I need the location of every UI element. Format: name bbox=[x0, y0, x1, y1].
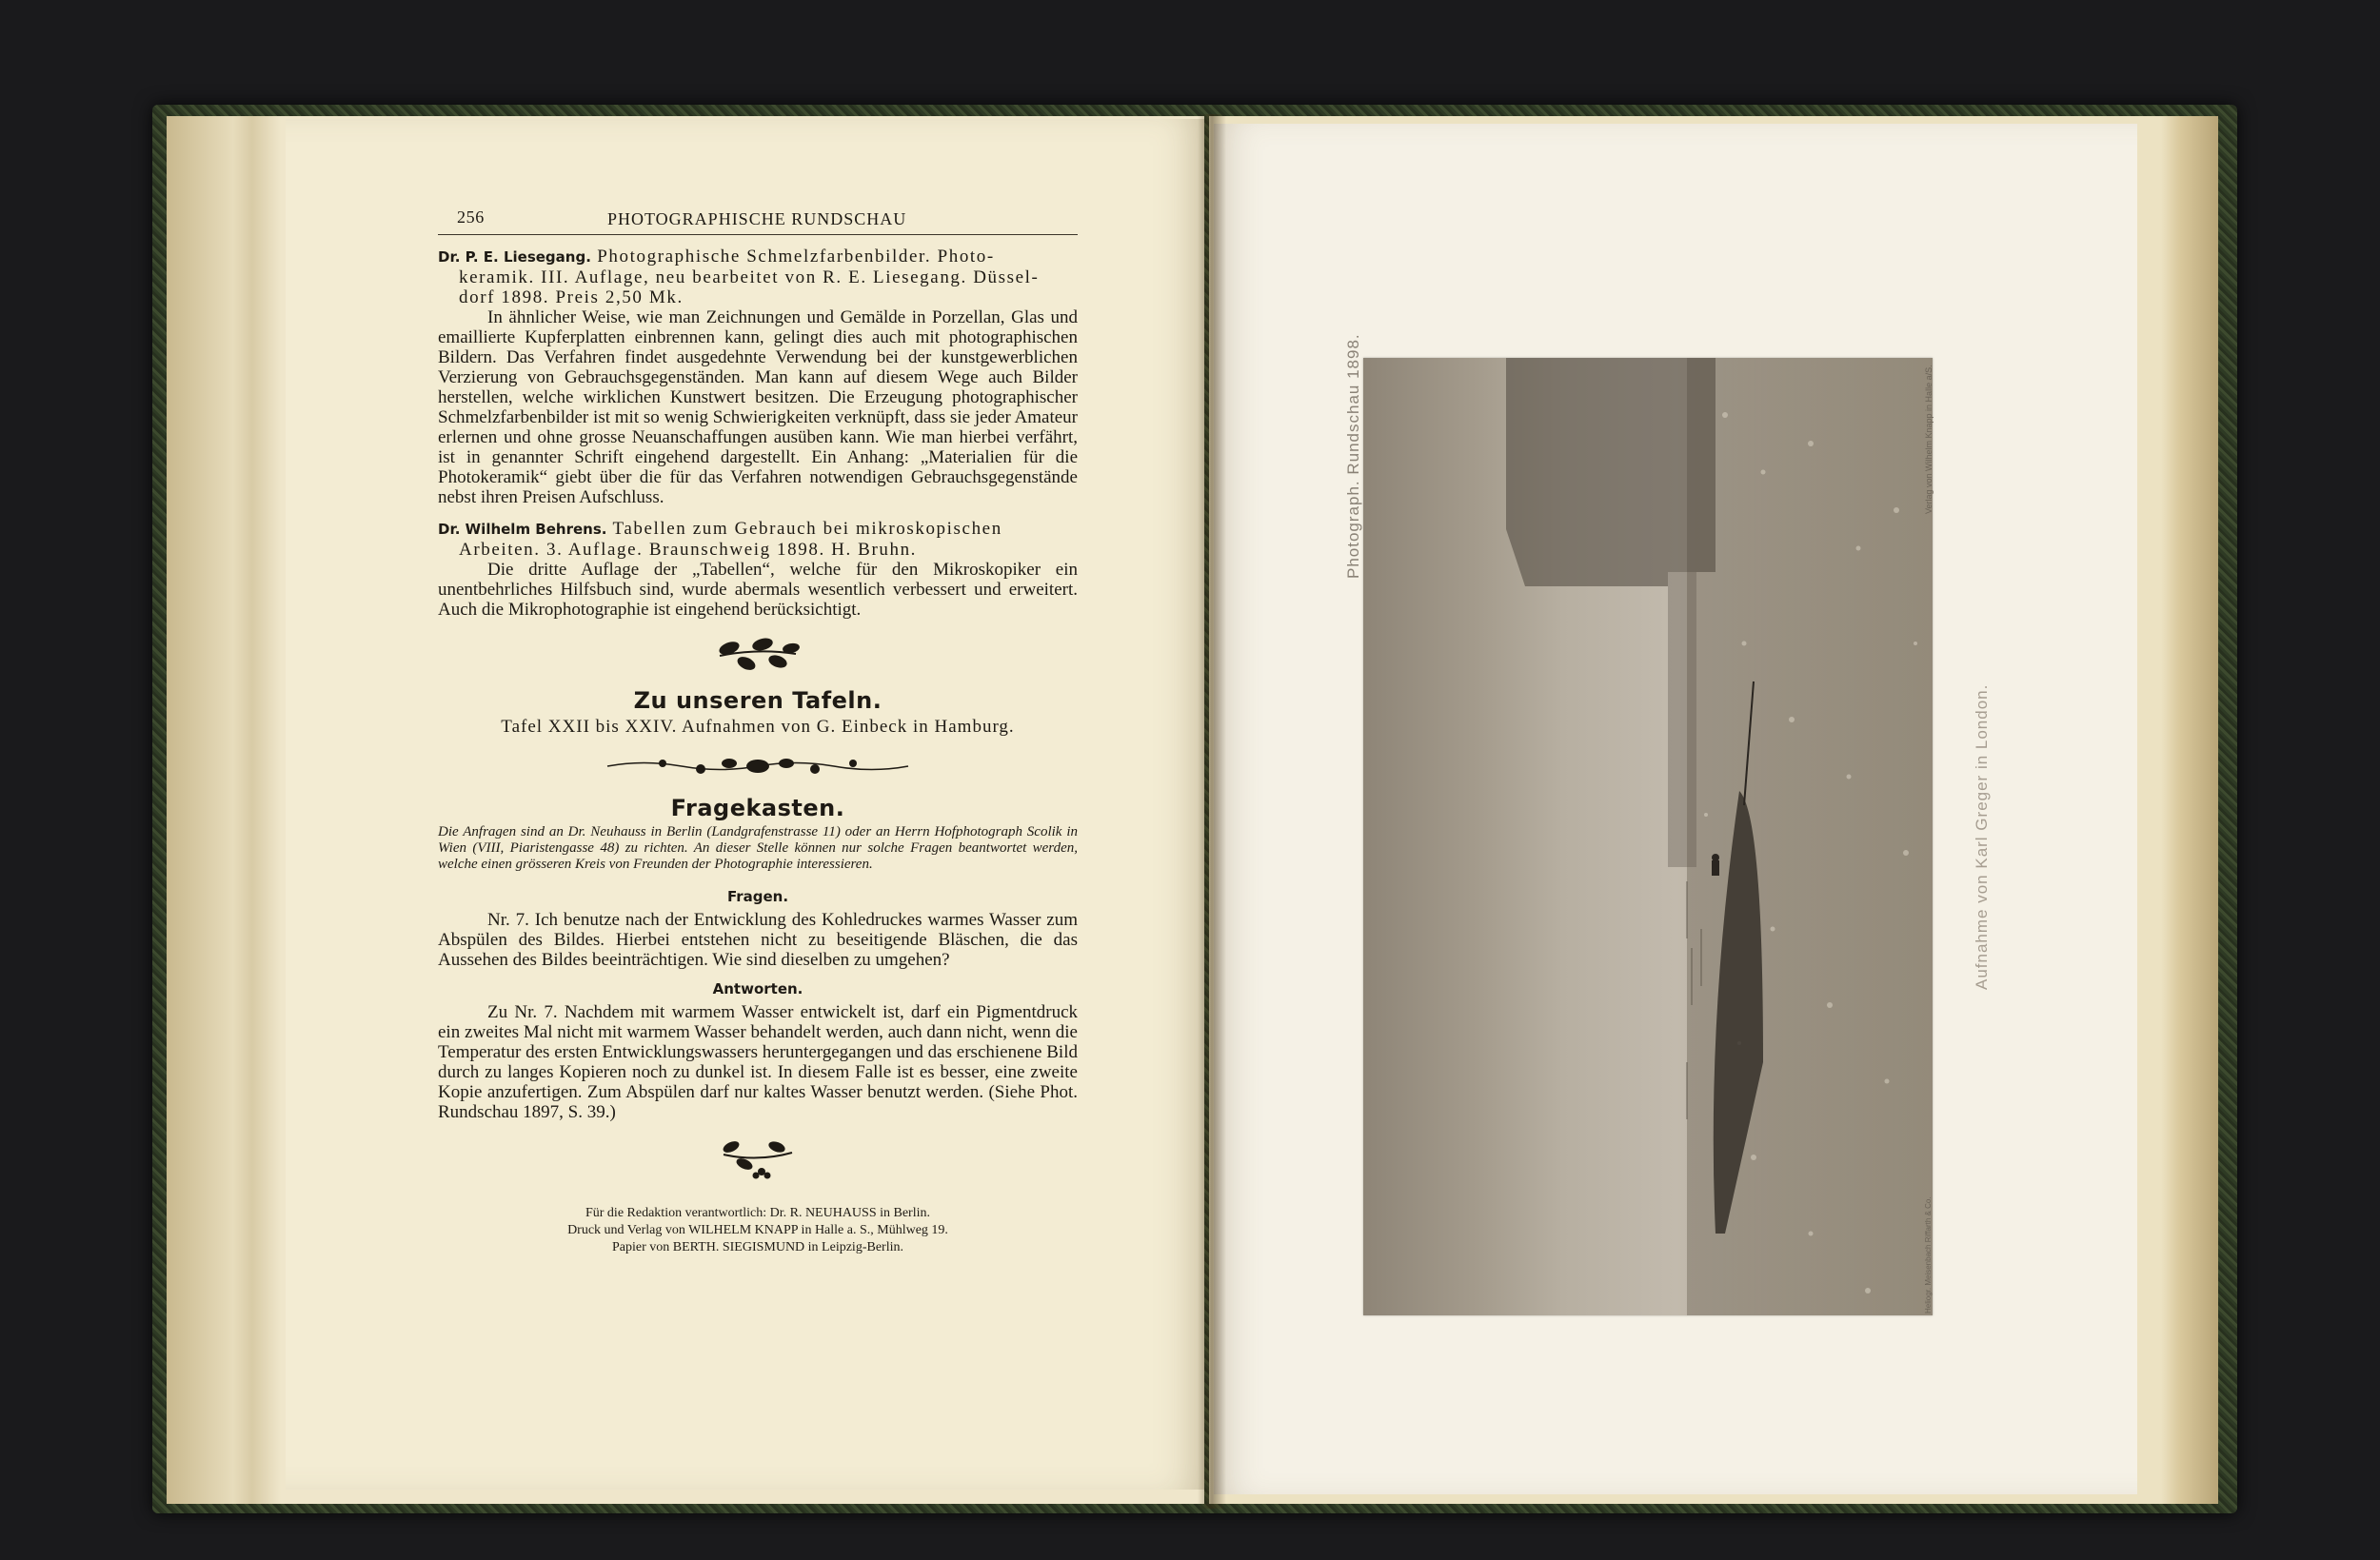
review-behrens: Dr. Wilhelm Behrens. Tabellen zum Gebrauch bei mikroskopischen Arbeiten. 3. Auflage. Braunschweig 1898. H. Bruhn. Die dritte Auflage der „Tabellen“, welche für den Mikroskopiker ein unentbehrliches Hilfsbuch sind, wurde abermals wesentlich verbessert und erweitert. Auch die Mikrophotographie ist eingehend berücksichtigt. bbox=[438, 519, 1078, 620]
section-subtitle-tafeln: Tafel XXII bis XXIV. Aufnahmen von G. Einbeck in Hamburg. bbox=[501, 717, 1015, 737]
running-title: PHOTOGRAPHISCHE RUNDSCHAU bbox=[607, 209, 907, 228]
review-author: Dr. Wilhelm Behrens. bbox=[438, 521, 607, 538]
imprint bbox=[438, 1205, 1078, 1256]
fragen-heading: Fragen. bbox=[726, 888, 789, 905]
review-body: In ähnlicher Weise, wie man Zeichnungen und Gemälde in Porzellan, Glas und emaillierte Kupferplatten einbrennen kann, gelingt dies auch mit photographischen Bildern. Das Verfahren findet ausgedehnte Verwendung bei der kunstgewerblichen Verzierung von Gebrauchsgegenständen. Man kann auf diesem Wege auch Bilder herstellen, welche wirklichen Kunstwert besitzen. Die Erzeugung photographischer Schmelzfarbenbilder ist mit so wenig Schwierigkeiten verknüpft, dass sie jeder Amateur erlernen und ohne grosse Neuanschaffungen ausüben kann. Wie man hierbei verfährt, ist in genannter Schrift eingehend dargestellt. Ein Anhang: „Materialien für die Photokeramik“ giebt über die für das Verfahren notwendigen Gebrauchsgegenstände nebst ihren Preisen Aufschluss. bbox=[438, 307, 1078, 507]
section-title-tafeln: Zu unseren Tafeln. bbox=[633, 687, 883, 714]
antwort-text: Zu Nr. 7. Nachdem mit warmem Wasser entwickelt ist, darf ein Pigmentdruck ein zweites Mal nicht mit warmem Wasser behandelt werden, auch dann nicht, wenn die Temperatur des ersten Entwicklungswassers heruntergegangen und das erschienene Bild durch zu langes Kopieren noch zu dunkel ist. In diesem Falle ist es besser, eine zweite Kopie anzufertigen. Zum Abspülen darf nur kaltes Wasser benutzt werden. (Siehe Phot. Rundschau 1897, S. 39.) bbox=[438, 1002, 1078, 1122]
flower-ornament bbox=[438, 1135, 1078, 1186]
leaf-ornament bbox=[438, 635, 1078, 678]
book-gutter bbox=[1198, 114, 1226, 1509]
imprint-line: Für die Redaktion verantwortlich: Dr. R. NEUHAUSS in Berlin. bbox=[585, 1206, 931, 1220]
printer-caption: Heliogr. Meisenbach Riffarth & Co. bbox=[1924, 1196, 1933, 1313]
left-page-text bbox=[438, 206, 1078, 1256]
photogravure-plate bbox=[1363, 358, 1933, 1315]
section-title-fragekasten: Fragekasten. bbox=[670, 795, 845, 821]
running-head bbox=[438, 206, 1078, 235]
imprint-line: Druck und Verlag von WILHELM KNAPP in Halle a. S., Mühlweg 19. bbox=[567, 1223, 948, 1237]
page-number: 256 bbox=[457, 207, 485, 227]
frage-text: Nr. 7. Ich benutze nach der Entwicklung des Kohledruckes warmes Wasser zum Abspülen des Bildes. Hierbei entstehen nicht zu beseitigende Bläschen, die das Aussehen des Bildes beeinträchtigen. Wie sind dieselben zu umgehen? bbox=[438, 910, 1078, 970]
vine-ornament bbox=[438, 752, 1078, 785]
plate-credit-caption: Aufnahme von Karl Greger in London. bbox=[1973, 683, 1991, 990]
review-liesegang: Dr. P. E. Liesegang. Photographische Schmelzfarbenbilder. Photo- keramik. III. Auflage, neu bearbeitet von R. E. Liesegang. Düssel- dorf 1898. Preis 2,50 Mk. In ähnlicher Weise, wie man Zeichnungen und Gemälde in Porzellan, Glas und emaillierte Kupferplatten einbrennen kann, gelingt dies auch mit photographischen Bildern. Das Verfahren findet ausgedehnte Verwendung bei der kunstgewerblichen Verzierung von Gebrauchsgegenständen. Man kann auf diesem Wege auch Bilder herstellen, welche wirklichen Kunstwert besitzen. Die Erzeugung photographischer Schmelzfarbenbilder ist mit so wenig Schwierigkeiten verknüpft, dass sie jeder Amateur erlernen und ohne grosse Neuanschaffungen ausüben kann. Wie man hierbei verfährt, ist in genannter Schrift eingehend dargestellt. Ein Anhang: „Materialien für die Photokeramik“ giebt über die für das Verfahren notwendigen Gebrauchsgegenstände nebst ihren Preisen Aufschluss. bbox=[438, 247, 1078, 507]
fragekasten-note: Die Anfragen sind an Dr. Neuhauss in Berlin (Landgrafenstrasse 11) oder an Herrn Hofphotograph Scolik in Wien (VIII, Piaristengasse 48) zu richten. An dieser Stelle können nur solche Fragen beantwortet werden, welche einen grösseren Kreis von Freunden der Photographie interessieren. bbox=[438, 824, 1078, 872]
plate-journal-caption: Photograph. Rundschau 1898. bbox=[1344, 333, 1362, 579]
antworten-heading: Antworten. bbox=[712, 980, 803, 997]
publisher-caption: Verlag von Wilhelm Knapp in Halle a/S. bbox=[1924, 365, 1934, 514]
review-body: Die dritte Auflage der „Tabellen“, welche für den Mikroskopiker ein unentbehrliches Hilfsbuch sind, wurde abermals wesentlich verbessert und erweitert. Auch die Mikrophotographie ist eingehend berücksichtigt. bbox=[438, 560, 1078, 620]
imprint-line: Papier von BERTH. SIEGISMUND in Leipzig-Berlin. bbox=[612, 1240, 903, 1254]
review-author: Dr. P. E. Liesegang. bbox=[438, 248, 591, 266]
